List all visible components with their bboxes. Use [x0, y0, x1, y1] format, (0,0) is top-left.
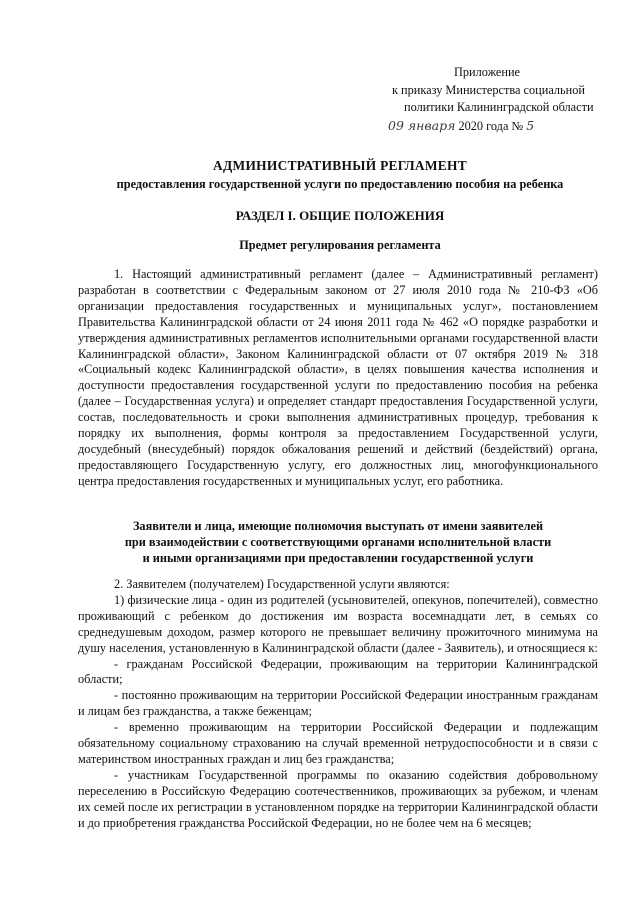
- applicants-heading-line: Заявители и лица, имеющие полномочия выступать от имени заявителей: [132, 519, 544, 533]
- document-title: АДМИНИСТРАТИВНЫЙ РЕГЛАМЕНТ: [213, 158, 467, 173]
- list-item: - участникам Государственной программы по оказанию содействия добровольному переселению в Российскую Федерацию соотечественников, проживающих за рубежом, и членам их семей после их регистрации в установленном порядке на территории Калининградской области и до приобретения гражданства Российской Федерации, но не более чем на 6 месяцев;: [78, 767, 598, 830]
- applicants-heading-line: и иными организациями при предоставлении государственной услуги: [142, 551, 534, 565]
- list-item: - гражданам Российской Федерации, проживающим на территории Калининградской области;: [78, 656, 598, 687]
- paragraph-2: 2. Заявителем (получателем) Государственной услуги являются:: [114, 577, 450, 591]
- applicants-heading-line: при взаимодействии с соответствующими органами исполнительной власти: [124, 535, 552, 549]
- printed-date: 2020 года №: [458, 118, 524, 133]
- annex-region-line: политики Калининградской области: [404, 100, 594, 114]
- paragraph-2-block: [78, 577, 598, 832]
- annex-order-line: к приказу Министерства социальной: [392, 82, 585, 97]
- paragraph-1-block: [78, 267, 598, 490]
- subject-heading: Предмет регулирования регламента: [239, 238, 441, 252]
- annex-title: Приложение: [454, 65, 520, 79]
- annex-block: [388, 64, 620, 135]
- handwritten-number: 5: [526, 117, 535, 133]
- handwritten-date: 09 января: [388, 117, 456, 133]
- paragraph-1: 1. Настоящий административный регламент (далее – Административный регламент) разработан в соответствии с Федеральным законом от 27 июля 2010 года № 210-ФЗ «Об организации предоставления государственных и муниципальных услуг», постановлением Правительства Калининградской области от 24 июня 2011 года № 462 «О порядке разработки и утверждения административных регламентов исполнительными органами государственной власти Калининградской области», Законом Калининградской области от 07 октября 2019 № 318 «Социальный кодекс Калининградской области», в целях повышения качества исполнения и доступности предоставления государственной услуги по предоставлению пособия на ребенка (далее – Государственная услуга) и определяет стандарт предоставления Государственной услуги, состав, последовательность и сроки выполнения административных процедур, требования к порядку их выполнения, формы контроля за предоставлением Государственной услуги, досудебный (внесудебный) порядок обжалования решений и действий (бездействий) органа, предоставляющего Государственную услугу, его должностных лиц, многофункционального центра предоставления государственных и муниципальных услуг, его работника.: [78, 267, 598, 488]
- list-item: - временно проживающим на территории Российской Федерации и подлежащим обязательному социальному страхованию на случай временной нетрудоспособности и в связи с материнством иностранных граждан и лиц без гражданства;: [78, 720, 598, 766]
- section-heading: РАЗДЕЛ I. ОБЩИЕ ПОЛОЖЕНИЯ: [235, 208, 445, 223]
- list-item: 1) физические лица - один из родителей (усыновителей, опекунов, попечителей), совместно проживающий с ребенком до достижения им возраста восемнадцати лет, в семьях со среднедушевым доходом, размер которого не превышает величину прожиточного минимума на душу населения, установленную в Калининградской области (далее - Заявитель), и относящиеся к:: [78, 592, 598, 655]
- annex-date-line: [388, 117, 620, 136]
- applicants-heading: [78, 518, 598, 566]
- document-subtitle: предоставления государственной услуги по предоставлению пособия на ребенка: [116, 177, 564, 191]
- list-item: - постоянно проживающим на территории Российской Федерации иностранным гражданам и лицам без гражданства, а также беженцам;: [78, 688, 598, 719]
